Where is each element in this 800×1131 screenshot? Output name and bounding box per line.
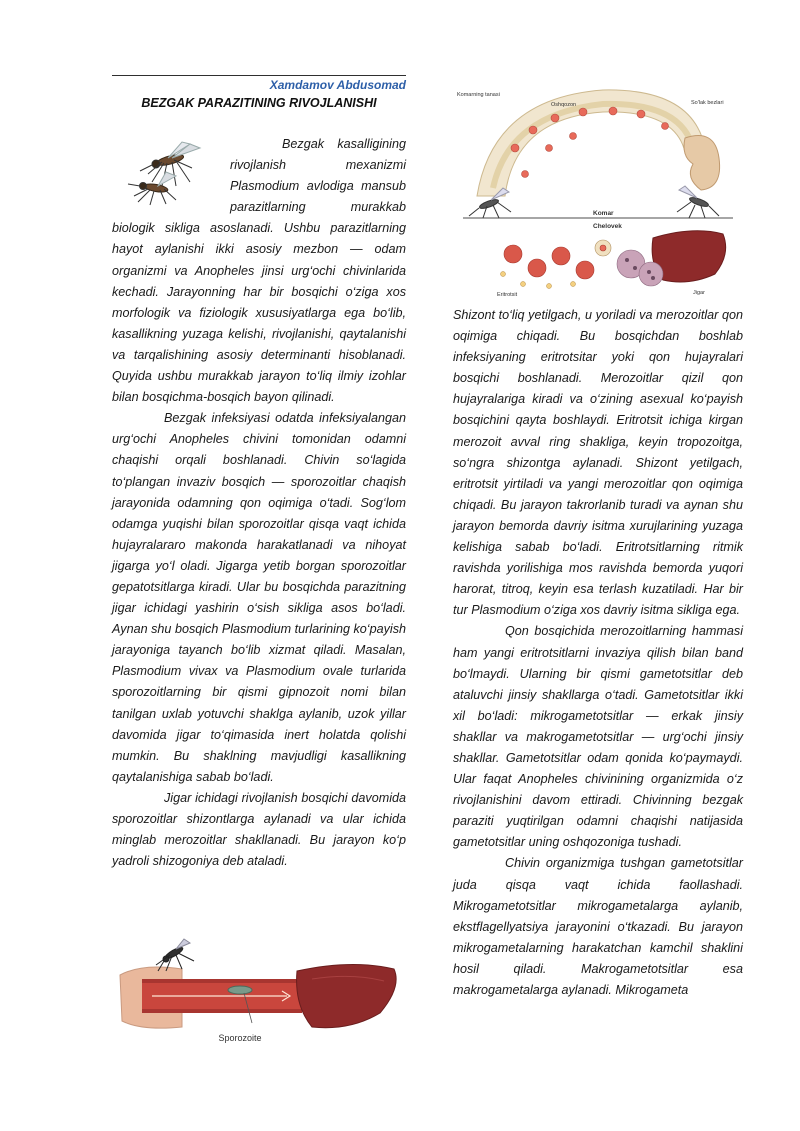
paragraph-gametocytes: Qon bosqichida merozoitlarning hammasi ham yangi eritrotsitlarni invaziya qilish bilan band bo‘lmaydi. Ularning bir qismi gametotsitlar deb ataluvchi jinsiy shakllarga o‘tadi. Gametotsitlar ikki xil bo‘ladi: mikrogametotsitlar — erkak jinsiy shakllar va makrogametotsitlar — urg‘ochi jinsiy shakllar. Gametotsitlar odam qonida ko‘paymaydi. Ular faqat Anopheles chivinining organizmida o‘z rivojlanishini davom ettiradi. Chivinning bezgak paraziti yuqtirilgan odamni chaqishi natijasida gametotsitlar uning oshqozoniga tushadi. (453, 624, 743, 850)
paragraph-mosquito-stage: Chivin organizmiga tushgan gametotsitlar juda qisqa vaqt ichida faollashadi. Mikrogametotsitlar mikrogametalarga aylanib, ekstflagellyatsiya jarayonini o‘tkazadi. Bu jarayon mikrogametalarning harakatchan kamchil shaklini hosil qiladi. Makrogametotsitlar esa makrogametalarga aylanadi. Mikrogameta (453, 856, 743, 997)
liver-label: Jigar (693, 290, 705, 296)
header-rule (112, 75, 406, 76)
mosquito-label: Komar (593, 210, 614, 217)
paragraph-blood-stage: Shizont to‘liq yetilgach, u yoriladi va merozoitlar qon oqimiga chiqadi. Bu bosqichdan boshlab infeksiyaning eritrotsitar yoki qon hujayralari bosqichi boshlanadi. Merozoitlar qizil qon hujayralariga kiradi va o‘zining asexual ko‘payish bosqichini qayta boshlaydi. Eritrotsit ichiga kirgan merozoit avval ring shakliga, keyin tropozoitga, so‘ngra shizontga aylanadi. Shizont yetilgach, eritrotsit yirtiladi va yangi merozoitlar qon oqimiga chiqadi. Bu jarayon takrorlanib turadi va aynan shu jarayon bemorda davriy isitma xurujlarining yuzaga kelishiga sabab bo‘ladi. Eritrotsitlarning ritmik ravishda yorilishiga mos ravishda bemorda yuqori harorat, titroq, keyin esa terlash kuzatiladi. Har bir tur Plasmodium o‘ziga xos davriy isitma sikliga ega. (453, 308, 743, 618)
paragraph-infection: Bezgak infeksiyasi odatda infeksiyalangan urg‘ochi Anopheles chivini tomonidan odamni chaqishi orqali boshlanadi. Chivin so‘lagida to‘plangan invaziv bosqich — sporozoitlar chaqish jarayonida odamning qon oqimiga o‘tadi. Sog‘lom odamga yuqishi bilan sporozoitlar qisqa vaqt ichida hujayralararo makonda harakatlanadi va nihoyat jigarga yo‘l oladi. Jigarga yetib borgan sporozoitlar gepatotsitlarga kiradi. Ular bu bosqichda parazitning jigar ichidagi yashirin o‘sish sikliga asos bo‘ladi. Aynan shu bosqich Plasmodium turlarining ko‘payish jarayoniga tayanch bo‘lib xizmat qiladi. Masalan, Plasmodium vivax va Plasmodium ovale turlarida sporozoitlarning bir qismi gipnozoit nomi bilan tanilgan uxlab yotuvchi shaklga aylanib, uzok yillar davomida jigar to‘qimasida inert holatda qolishi mumkin. Bu shaklning mavjudligi kasallikning qaytalanishiga sabab bo‘ladi. (112, 411, 406, 784)
right-column (453, 305, 743, 1001)
paragraph-intro-text: Bezgak kasalligining rivojlanish mexanizmi Plasmodium avlodiga mansub parazitlarning murakkab biologik sikliga asoslanadi. Ushbu parazitlarning hayot aylanishi ikki asosiy mezbon — odam organizmi va Anopheles jinsi urg‘ochi chivinlarida kechadi. Jarayonning har bir bosqichi o‘ziga xos morfologik va fiziologik xususiyatlarga ega bo‘lib, kasallikning yuzaga kelishi, rivojlanishi, qaytalanishi va tarqalishining asosiy determinanti hisoblanadi. Quyida ushbu murakkab jarayon to‘liq ilmiy izohlar bilan bosqichma-bosqich bayon qilinadi. (112, 137, 406, 405)
sporozoite-label: Sporozoite (218, 1033, 262, 1043)
sporozoite-figure (112, 935, 406, 1047)
author-name: Xamdamov Abdusomad (269, 78, 406, 92)
paragraph-intro (112, 134, 406, 408)
erythrocyte-label: Eritrotsit (497, 292, 518, 298)
stomach-label: Oshqozon (551, 102, 577, 108)
life-cycle-figure (453, 78, 743, 300)
mosquito-body-label: Komarning tanasi (457, 92, 500, 98)
paragraph-liver-stage: Jigar ichidagi rivojlanish bosqichi davomida sporozoitlar shizontlarga aylanadi va ular ichida minglab merozoitlar shakllanadi. Bu jarayon ko‘p yadroli shizogoniya deb ataladi. (112, 790, 406, 869)
mosquito-illustration (112, 138, 222, 206)
article-title: BEZGAK PARAZITINING RIVOJLANISHI (141, 96, 377, 110)
human-label: Chelovek (593, 223, 622, 230)
left-column (112, 134, 406, 872)
glands-label: So'lak bezlari (691, 100, 724, 106)
